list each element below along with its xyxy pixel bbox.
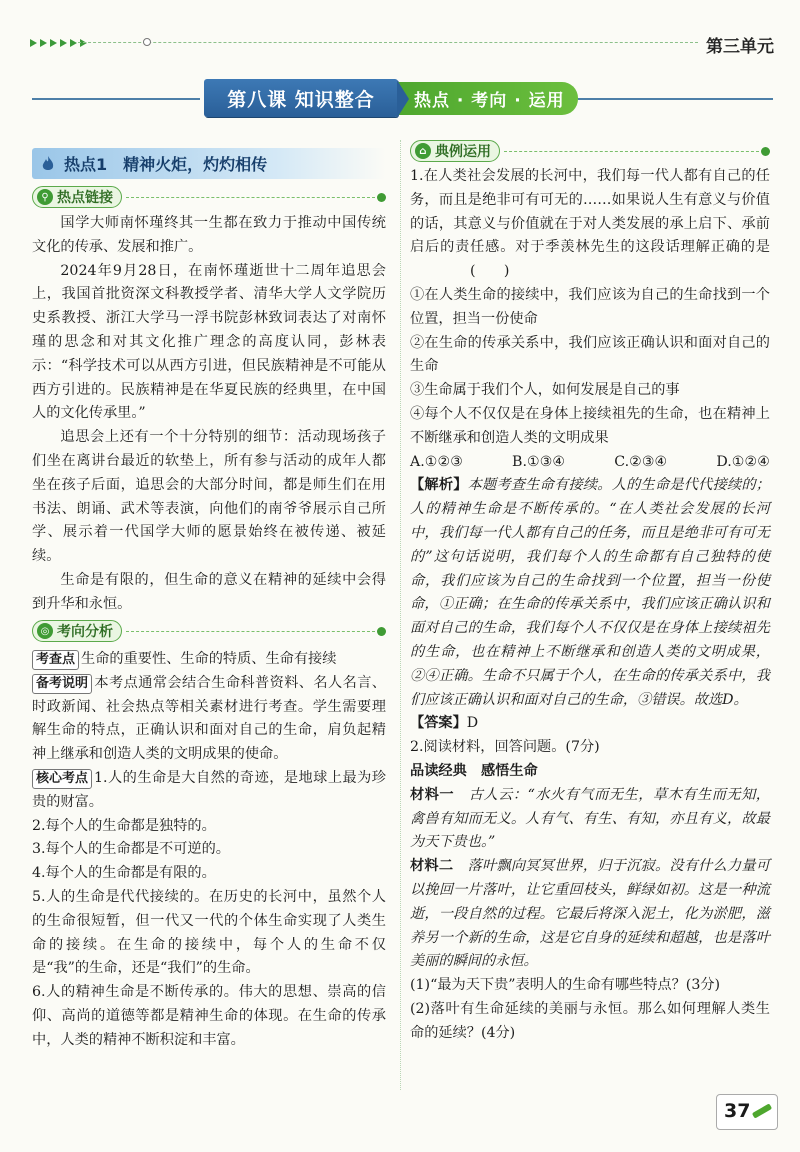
beikao-text: 本考点通常会结合生命科普资料、名人名言、时政新闻、社会热点等相关素材进行考查。学生需要理解生命的特点，正确认识和面对自己的生命，肩负起精神上继承和创造人类的文明成果的使命。 — [32, 674, 386, 763]
material-one-label: 材料一 — [410, 786, 455, 803]
hot-point-title — [32, 148, 386, 179]
q1-option-b: B.①③④ — [512, 453, 566, 470]
flame-icon — [40, 155, 56, 173]
core-line — [32, 767, 386, 815]
q1-statement: ②在生命的传承关系中，我们应该正确认识和面对自己的生命 — [410, 334, 770, 375]
core-item: 1.人的生命是大自然的奇迹，是地球上最为珍贵的财富。 — [32, 769, 386, 810]
hotlink-header-text: 热点链接 — [57, 190, 113, 206]
q1-option-c: C.②③④ — [614, 453, 668, 470]
header-dashed-rule — [78, 42, 698, 43]
core-tag: 核心考点 — [32, 769, 92, 789]
book-icon: ⌂ — [415, 143, 431, 159]
core-item: 5.人的生命是代代接续的。在历史的长河中，虽然个人的生命很短暂，但一代又一代的个体生命实现了人类生命的接续。在生命的接续中，每个人的生命不仅是“我”的生命，还是“我们”的生命。 — [32, 888, 386, 977]
analysis-body — [32, 648, 386, 1053]
q1-option-a: A.①②③ — [410, 453, 463, 470]
hot-point-title-text: 热点1 精神火炬，灼灼相传 — [64, 155, 268, 174]
hotlink-body — [32, 212, 386, 617]
lesson-title: 第八课 知识整合 — [204, 79, 398, 117]
unit-label: 第三单元 — [706, 37, 774, 57]
answer-value: D — [466, 715, 479, 732]
column-divider — [400, 140, 401, 1090]
banner-arrow-icon — [397, 80, 409, 118]
answer-label: 【答案】 — [410, 715, 467, 732]
hotlink-paragraph: 追思会上还有一个十分特别的细节：活动现场孩子们坐在离讲台最近的软垫上，所有参与活动的成年人都坐在孩子后面，追思会的大部分时间，都是师生们在用书法、朗诵、武术等表演，向他们的南爷爷展示自己所学、展示着一代国学大师的愿景始终在被传递、被延续。 — [32, 429, 386, 565]
q1-answer-bracket: ( ) — [470, 263, 510, 280]
beikao-tag: 备考说明 — [32, 674, 92, 694]
banner-rule-left — [32, 98, 200, 100]
target-icon: ◎ — [37, 623, 53, 639]
material-two-label: 材料二 — [410, 858, 454, 875]
q1-statement: ③生命属于我们个人，如何发展是自己的事 — [410, 382, 680, 399]
q1-statement: ④每个人不仅仅是在身体上接续祖先的生命，也在精神上不断继承和创造人类的文明成果 — [410, 405, 770, 446]
core-item: 2.每个人的生命都是独特的。 — [32, 817, 216, 834]
core-item: 4.每个人的生命都是有限的。 — [32, 865, 216, 882]
lesson-subtitle: 热点 · 考向 · 运用 — [398, 82, 578, 115]
beikao-line — [32, 672, 386, 767]
q1-answer — [410, 712, 770, 736]
q1-stem: 1.在人类社会发展的长河中，我们每一代人都有自己的任务，而且是绝非可有可无的……如果说人生有意义与价值的话，其意义与价值就在于对人类发展的承上启下、承前启后的责任感。对于季羡林先生的这段话理解正确的是( ) — [410, 168, 770, 280]
q2-stem: 2.阅读材料，回答问题。(7分) — [410, 739, 600, 756]
example-body — [410, 165, 770, 1045]
sub-question-1: (1)“最为天下贵”表明人的生命有哪些特点？(3分) — [410, 977, 721, 994]
link-icon: ⚲ — [37, 189, 53, 205]
material-two-text: 落叶飘向冥冥世界，归于沉寂。没有什么力量可以挽回一片落叶，让它重回枝头，鲜绿如初。这是一种流逝，一段自然的过程。它最后将深入泥土，化为淤肥，滋养另一个新的生命，这是它自身的延续和超越，也是落叶美丽的瞬间的永恒。 — [410, 858, 770, 970]
q1-statement: ①在人类生命的接续中，我们应该为自己的生命找到一个位置，担当一份使命 — [410, 286, 770, 327]
analysis-header-text: 考向分析 — [57, 624, 113, 640]
kaochadian-text: 生命的重要性、生命的特质、生命有接续 — [81, 651, 337, 667]
hotlink-paragraph: 2024年9月28日，在南怀瑾逝世十二周年追思会上，我国首批资深文科教授学者、清华大学人文学院历史系教授、浙江大学马一浮书院彭林致词表达了对南怀瑾的思念和对其文化推广理念的高度认同，彭林表示：“科学技术可以从西方引进，但民族精神是不可能从西方引进的。民族精神是在华夏民族的经典里，在中国人的文化传承里。” — [32, 262, 386, 422]
example-header — [410, 140, 770, 162]
material-one — [410, 784, 770, 855]
example-header-text: 典例运用 — [435, 144, 491, 160]
material-one-text: 古人云：“水火有气而无生，草木有生而无知，禽兽有知而无义。人有气、有生、有知，亦且有义，故最为天下贵也。” — [410, 786, 770, 851]
core-item: 3.每个人的生命都是不可逆的。 — [32, 841, 230, 858]
page-number: 37 — [724, 1100, 751, 1122]
header-arrows — [30, 38, 148, 48]
banner-rule-right — [578, 98, 773, 100]
q2-theme: 品读经典 感悟生命 — [410, 762, 538, 779]
kaochadian-tag: 考查点 — [32, 650, 79, 670]
core-item: 6.人的精神生命是不断传承的。伟大的思想、崇高的信仰、高尚的道德等都是精神生命的体现。在生命的传承中，人类的精神不断积淀和丰富。 — [32, 984, 386, 1048]
q1-analysis — [410, 474, 770, 712]
analysis-label: 【解析】 — [410, 477, 468, 494]
analysis-header — [32, 620, 386, 642]
q1-options — [410, 451, 770, 475]
hotlink-paragraph: 生命是有限的，但生命的意义在精神的延续中会得到升华和永恒。 — [32, 571, 386, 612]
q1-option-d: D.①②④ — [716, 453, 770, 470]
material-two — [410, 855, 770, 974]
hotlink-paragraph: 国学大师南怀瑾终其一生都在致力于推动中国传统文化的传承、发展和推广。 — [32, 215, 386, 255]
sub-question-2: (2)落叶有生命延续的美丽与永恒。那么如何理解人类生命的延续？(4分) — [410, 1000, 770, 1041]
analysis-text: 本题考查生命有接续。人的生命是代代接续的；人的精神生命是不断传承的。“在人类社会发展的长河中，我们每一代人都有自己的任务，而且是绝非可有可无的”这句话说明，我们每个人的生命都有自己独特的使命，我们应该为自己的生命找到一个位置，担当一份使命，①正确；在生命的传承关系中，我们应该正确认识和面对自己的生命，我们每个人不仅仅是在身体上接续祖先的生命，也在精神上不断继承和创造人类的文明成果，②④正确。生命不只属于个人，在生命的传承关系中，我们应该正确认识和面对自己的生命，③错误。故选D。 — [410, 477, 770, 708]
hotlink-header — [32, 186, 386, 208]
kaochadian-line — [32, 648, 386, 672]
header-ring-icon — [143, 38, 151, 46]
